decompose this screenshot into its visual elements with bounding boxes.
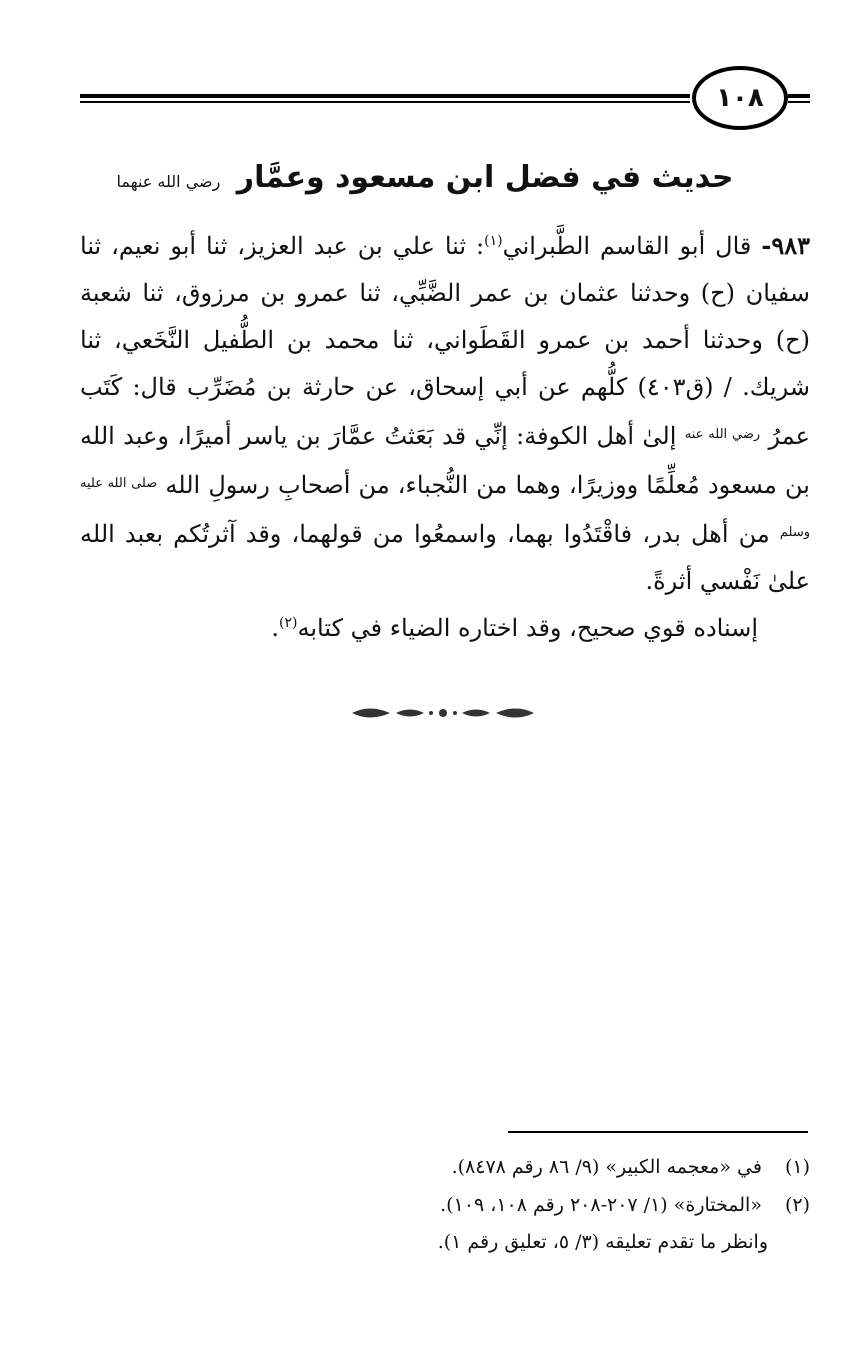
footnote-ref-1[interactable]: (١) xyxy=(484,233,503,249)
section-title-text: حديث في فضل ابن مسعود وعمَّار xyxy=(236,160,734,195)
footnote-text: في «معجمه الكبير» (٩/ ٨٦ رقم ٨٤٧٨). xyxy=(451,1156,762,1178)
footnote-1 xyxy=(80,1152,810,1182)
honorific-umar: رضي الله عنه xyxy=(684,427,761,442)
footnote-text: «المختارة» (١/ ٢٠٧-٢٠٨ رقم ١٠٨، ١٠٩). xyxy=(440,1194,762,1216)
footnote-marker: (١) xyxy=(784,1156,810,1178)
section-title xyxy=(80,160,770,195)
hadith-text-2: : ثنا علي بن عبد العزيز، ثنا أبو نعيم، ثنا سفيان (ح) وحدثنا عثمان بن عمر الضَّبِّي، ثنا عمرو بن مرزوق، ثنا شعبة (ح) وحدثنا أحمد بن عمرو القَطَواني، ثنا محمد بن الطُّفيل النَّخَعي، ثنا شريك. / (ق٤٠٣) كلُّهم عن أبي إسحاق، عن حارثة بن مُضَرِّب قال: كَتَب عمرُ xyxy=(80,232,810,450)
verdict-paragraph xyxy=(80,605,810,652)
honorific-glyph: رضي الله عنهما xyxy=(116,172,221,191)
hadith-paragraph xyxy=(80,222,810,605)
verdict-text: إسناده قوي صحيح، وقد اختاره الضياء في كتابه xyxy=(297,614,758,642)
header-rule-right-thin xyxy=(788,101,810,103)
footnote-marker: (٢) xyxy=(784,1194,810,1216)
header-rule-thin xyxy=(80,101,690,103)
page-number: ١٠٨ xyxy=(692,66,788,130)
page-header xyxy=(80,66,810,132)
header-rule-thick xyxy=(80,94,690,98)
hadith-text-4: من أهل بدر، فاقْتَدُوا بهما، واسمعُوا من قولهما، وقد آثرتُكم بعبد الله علىٰ نَفْسي أثرةً. xyxy=(80,520,810,595)
honorific-prophet: صلى الله عليه وسلم xyxy=(80,476,810,540)
footnote-ref-2[interactable]: (٢) xyxy=(279,615,298,631)
hadith-text-1: قال أبو القاسم الطَّبراني xyxy=(502,232,752,260)
section-ornament xyxy=(350,702,536,724)
verdict-end: . xyxy=(271,614,279,642)
hadith-number: ٩٨٣- xyxy=(761,231,810,260)
header-rule-right-thick xyxy=(788,94,810,98)
footnote-text: وانظر ما تقدم تعليقه (٣/ ٥، تعليق رقم ١). xyxy=(437,1231,768,1253)
hadith-text-3: إلىٰ أهل الكوفة: إنِّي قد بَعَثتُ عمَّارَ بن ياسر أميرًا، وعبد الله بن مسعود مُعلِّمًا ووزيرًا، وهما من النُّجباء، من أصحابِ رسولِ الله xyxy=(80,422,810,499)
main-text xyxy=(80,222,810,652)
footnote-2-continuation xyxy=(80,1227,810,1257)
footnote-divider xyxy=(508,1131,808,1133)
footnote-2 xyxy=(80,1190,810,1220)
